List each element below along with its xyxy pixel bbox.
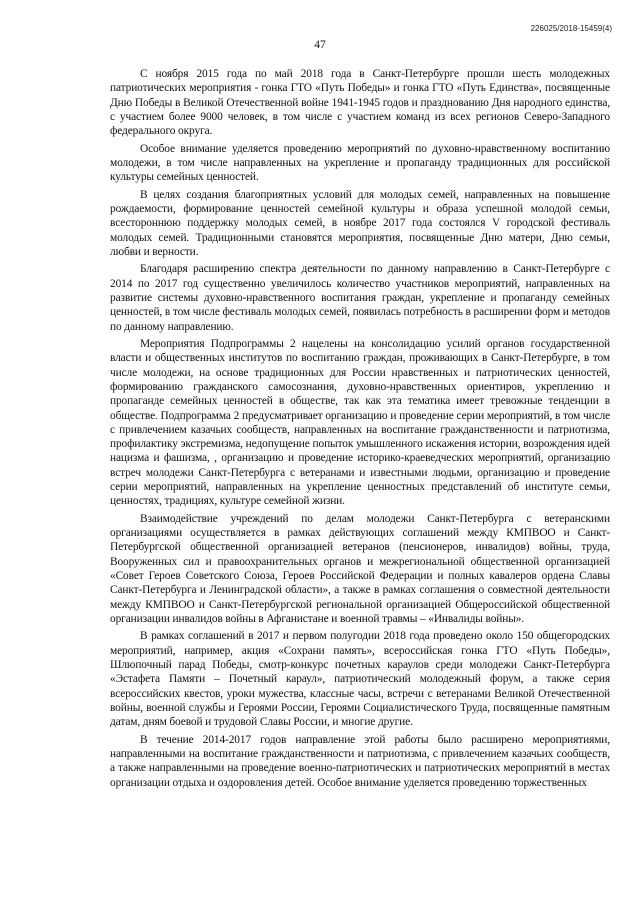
paragraph: В течение 2014-2017 годов направление этой работы было расширено мероприятиями, направленными на воспитание гражданственности и патриотизма, с привлечением казачьих сообществ, а также направленными на проведение военно-патриотических и патриотических мероприятий в местах организации отдыха и оздоровления детей. Особое внимание уделяется проведению торжественных (110, 733, 610, 789)
paragraph: В рамках соглашений в 2017 и первом полугодии 2018 года проведено около 150 общегородских мероприятий, например, акция «Сохрани память», всероссийская гонка ГТО «Путь Победы», Шлюпочный парад Победы, смотр-конкурс почетных караулов среди молодежи Санкт-Петербурга «Эстафета Памяти – Почетный караул», патриотический молодежный форум, а также серия всероссийских квестов, уроки мужества, классные часы, встречи с ветеранами Великой Отечественной войны, военной службы и Героями России, Героями Социалистического Труда, посвященные памятным датам, дням боевой и трудовой Славы России, и многие другие. (110, 630, 610, 729)
paragraph: Особое внимание уделяется проведению мероприятий по духовно-нравственному воспитанию молодежи, в том числе направленных на укрепление и пропаганду традиционных для российской культуры семейных ценностей. (110, 142, 610, 184)
paragraph: Взаимодействие учреждений по делам молодежи Санкт-Петербурга с ветеранскими организациями осуществляется в рамках действующих соглашений между КМПВОО и Санкт-Петербургской общественной организацией ветеранов (пенсионеров, инвалидов) войны, труда, Вооруженных сил и правоохранительных органов и межрегиональной общественной организацией «Совет Героев Советского Союза, Героев Российской Федерации и полных кавалеров ордена Славы Санкт-Петербурга и Ленинградской области», а также в рамках соглашения о совместной деятельности между КМПВОО и Санкт-Петербургской региональной организацией Общероссийской общественной организации инвалидов войны в Афганистане и военной травмы – «Инвалиды войны». (110, 512, 610, 625)
page-number: 47 (314, 39, 326, 51)
document-registration-code: 226025/2018-15459(4) (530, 24, 612, 33)
paragraph: Благодаря расширению спектра деятельности по данному направлению в Санкт-Петербурге с 2014 по 2017 год существенно увеличилось количество участников мероприятий, направленных на развитие системы духовно-нравственного воспитания граждан, укрепление и пропаганду семейных ценностей, в том числе фестиваль молодых семей, появилась потребность в расширении форм и методов по данному направлению. (110, 263, 610, 333)
paragraph: С ноября 2015 года по май 2018 года в Санкт-Петербурге прошли шесть молодежных патриотических мероприятия - гонка ГТО «Путь Победы» и гонка ГТО «Путь Единства», посвященные Дню Победы в Великой Отечественной войне 1941-1945 годов и празднованию Дня народного единства, с участием более 9000 человек, в том числе с участием команд из всех регионов Северо-Западного федерального округа. (110, 68, 610, 138)
document-body (110, 67, 610, 793)
paragraph: Мероприятия Подпрограммы 2 нацелены на консолидацию усилий органов государственной власти и общественных институтов по воспитанию граждан, проживающих в Санкт-Петербурге, в том числе молодежи, на основе традиционных для России нравственных и патриотических ценностей, формированию гражданского самосознания, духовно-нравственных ориентиров, укреплению и пропаганде семейных ценностей в обществе, так как эта тематика имеет тревожные тенденции в обществе. Подпрограмма 2 предусматривает организацию и проведение серии мероприятий, в том числе с привлечением казачьих сообществ, направленных на воспитание гражданственности и патриотизма, профилактику экстремизма, недопущение попыток умышленного искажения истории, возрождения идей нацизма и фашизма, , организацию и проведение историко-краеведческих мероприятий, организацию встреч молодежи Санкт-Петербурга с ветеранами и известными людьми, организацию и проведение серии мероприятий, направленных на укрепление ценностных представлений об институте семьи, ценностях, традициях, культуре семейной жизни. (110, 338, 610, 508)
paragraph: В целях создания благоприятных условий для молодых семей, направленных на повышение рождаемости, формирование ценностей семейной культуры и образа успешной молодой семьи, всестороннюю поддержку молодых семей, в ноябре 2017 года состоялся V городской фестиваль молодых семей. Традиционными становятся мероприятия, посвященные Дню матери, Дню семьи, любви и верности. (110, 188, 610, 258)
